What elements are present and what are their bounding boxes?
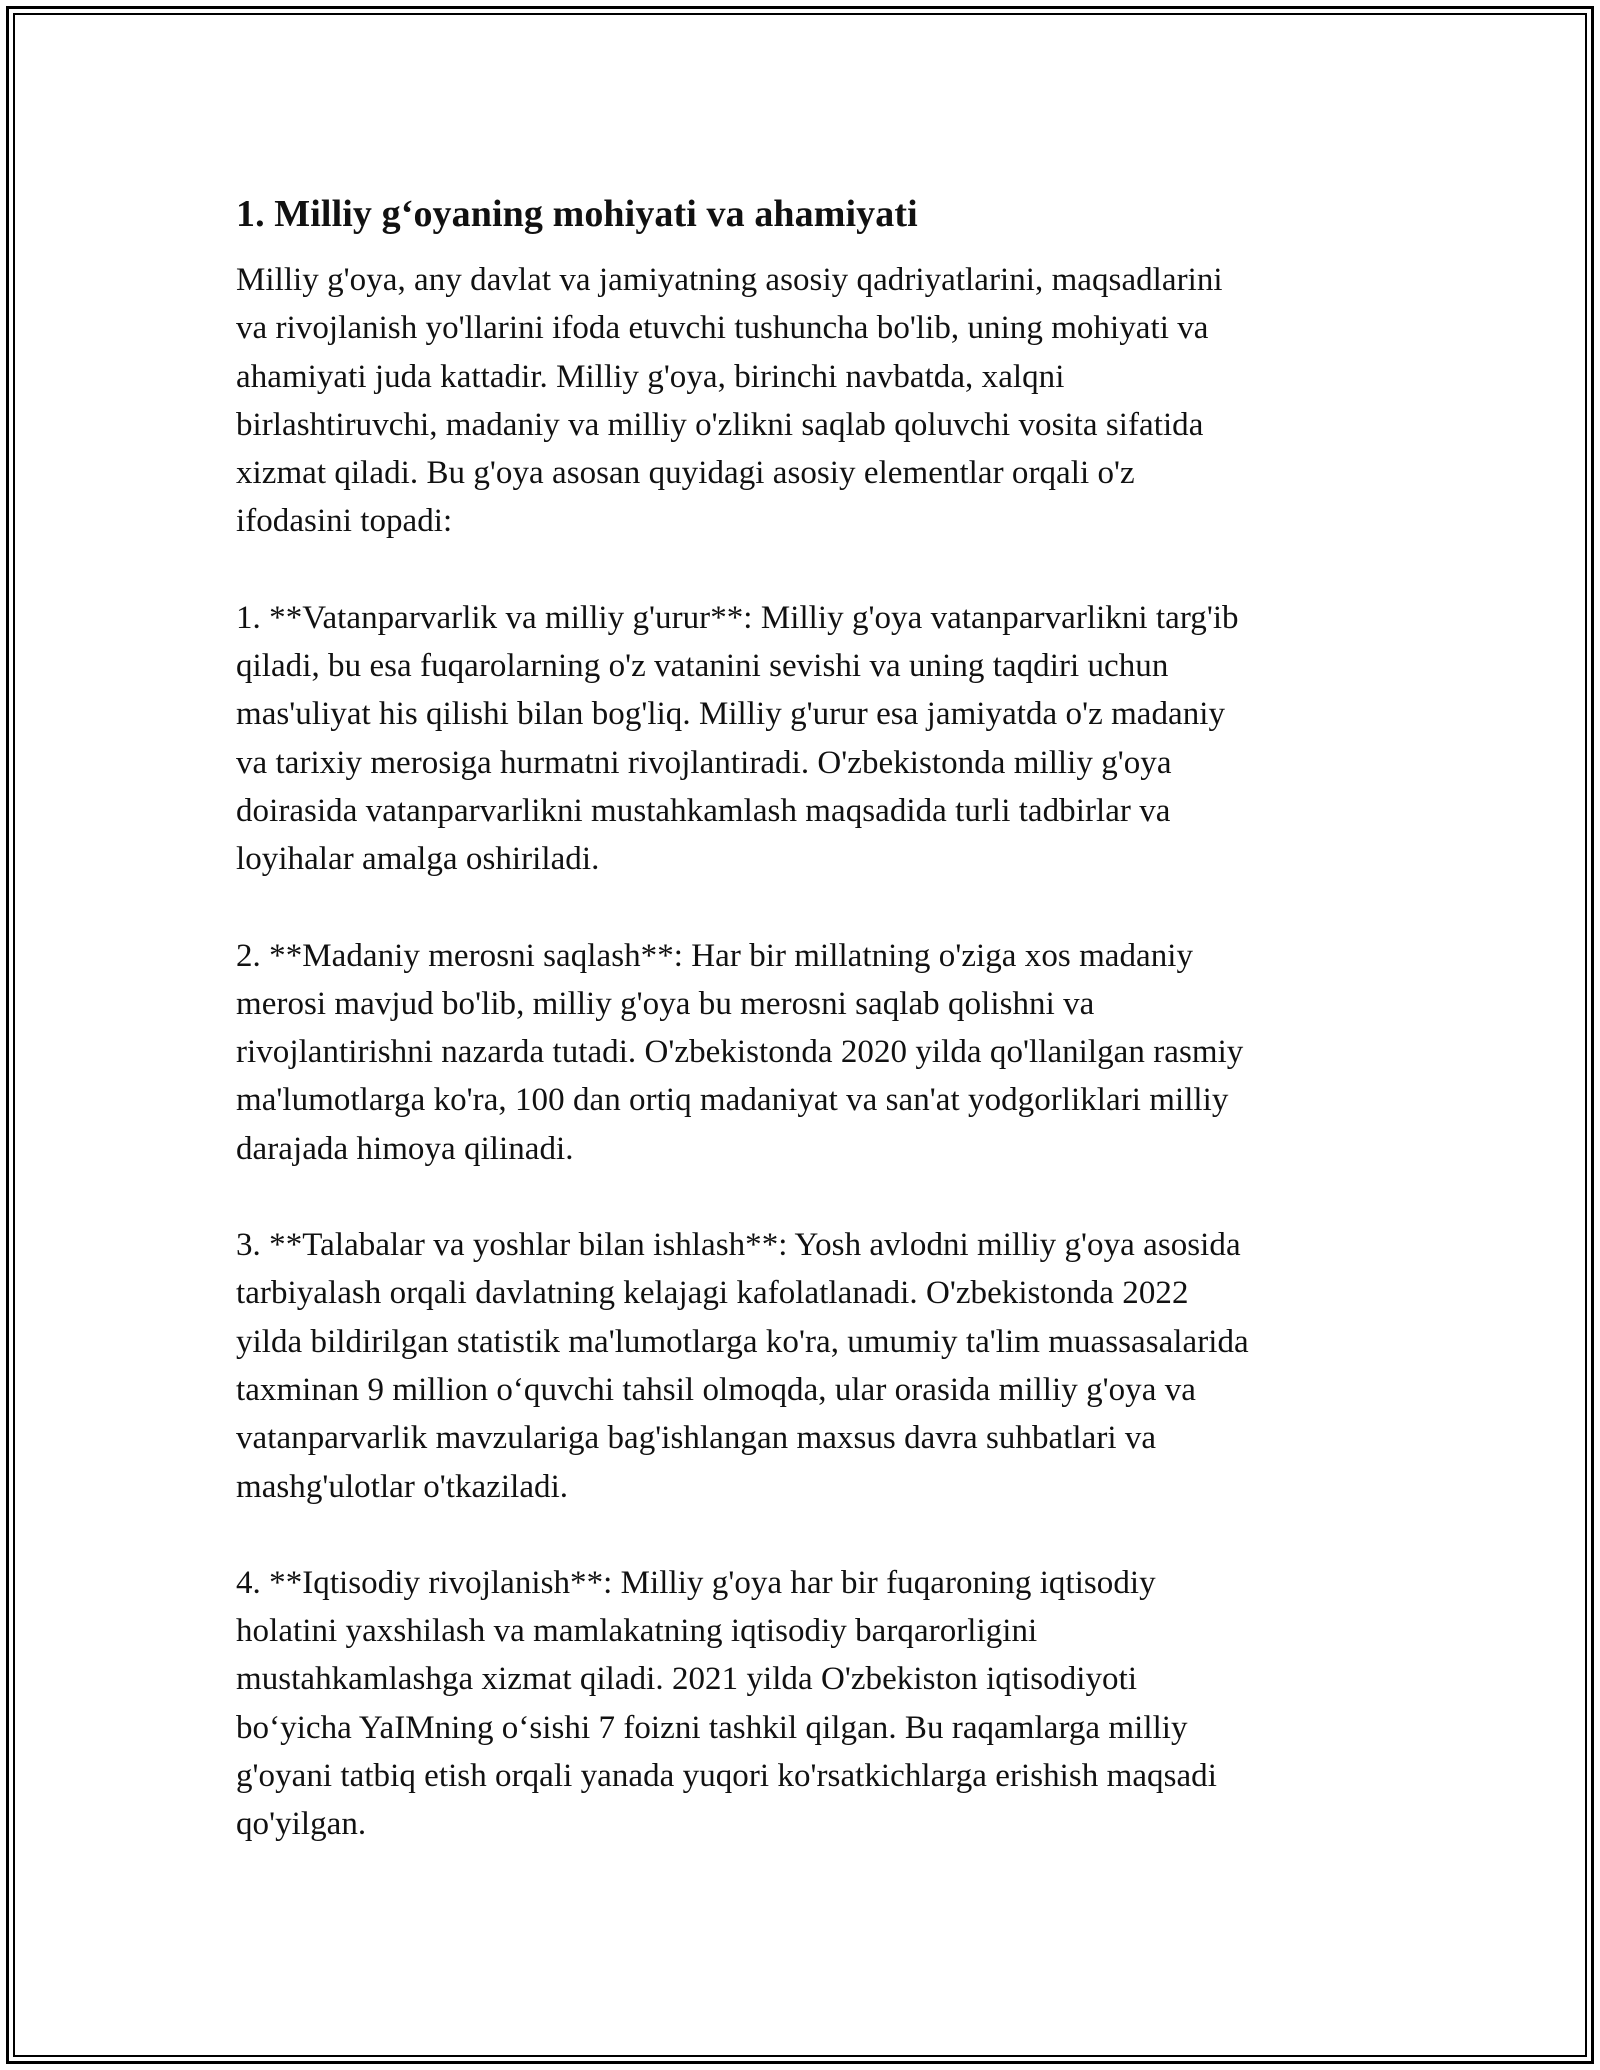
section-heading: 1. Milliy g‘oyaning mohiyati va ahamiyati: [236, 193, 918, 235]
text-line: birlashtiruvchi, madaniy va milliy o'zlikni saqlab qoluvchi vosita sifatida: [236, 406, 1204, 443]
text-line: mas'uliyat his qilishi bilan bog'liq. Milliy g'urur esa jamiyatda o'z madaniy: [236, 696, 1226, 733]
section-content: [236, 256, 1376, 1849]
text-line: va rivojlanish yo'llarini ifoda etuvchi tushuncha bo'lib, uning mohiyati va: [236, 310, 1209, 347]
text-line: darajada himoya qilinadi.: [236, 1130, 574, 1167]
text-line: 2. **Madaniy merosni saqlash**: Har bir millatning o'ziga xos madaniy: [236, 937, 1194, 974]
text-line: ahamiyati juda kattadir. Milliy g'oya, birinchi navbatda, xalqni: [236, 358, 1065, 395]
text-line: taxminan 9 million o‘quvchi tahsil olmoqda, ular orasida milliy g'oya va: [236, 1371, 1196, 1408]
text-line: qiladi, bu esa fuqarolarning o'z vatanini sevishi va uning taqdiri uchun: [236, 648, 1169, 685]
text-line: mashg'ulotlar o'tkaziladi.: [236, 1468, 569, 1505]
text-line: yilda bildirilgan statistik ma'lumotlarga ko'ra, umumiy ta'lim muassasalarida: [236, 1323, 1249, 1360]
text-line: mustahkamlashga xizmat qiladi. 2021 yilda O'zbekiston iqtisodiyoti: [236, 1661, 1138, 1698]
list-item-yoshlar: [236, 1221, 1376, 1511]
text-line: merosi mavjud bo'lib, milliy g'oya bu merosni saqlab qolishni va: [236, 985, 1095, 1022]
text-line: 3. **Talabalar va yoshlar bilan ishlash**: Yosh avlodni milliy g'oya asosida: [236, 1227, 1241, 1264]
document-body: [236, 190, 1376, 1897]
text-line: Milliy g'oya, any davlat va jamiyatning asosiy qadriyatlarini, maqsadlarini: [236, 262, 1223, 298]
list-item-madaniy-meros: [236, 932, 1376, 1173]
text-line: qo'yilgan.: [236, 1806, 367, 1843]
text-line: rivojlantirishni nazarda tutadi. O'zbekistonda 2020 yilda qo'llanilgan rasmiy: [236, 1034, 1244, 1071]
text-line: 4. **Iqtisodiy rivojlanish**: Milliy g'oya har bir fuqaroning iqtisodiy: [236, 1564, 1156, 1601]
list-item-iqtisodiy: [236, 1559, 1376, 1849]
text-line: vatanparvarlik mavzulariga bag'ishlangan maxsus davra suhbatlari va: [236, 1420, 1157, 1457]
text-line: doirasida vatanparvarlikni mustahkamlash maqsadida turli tadbirlar va: [236, 792, 1171, 829]
text-line: va tarixiy merosiga hurmatni rivojlantiradi. O'zbekistonda milliy g'oya: [236, 744, 1172, 781]
text-line: bo‘yicha YaIMning o‘sishi 7 foizni tashkil qilgan. Bu raqamlarga milliy: [236, 1709, 1188, 1746]
text-line: loyihalar amalga oshiriladi.: [236, 841, 600, 878]
text-line: ifodasini topadi:: [236, 503, 453, 540]
text-line: 1. **Vatanparvarlik va milliy g'urur**: Milliy g'oya vatanparvarlikni targ'ib: [236, 599, 1239, 636]
text-line: holatini yaxshilash va mamlakatning iqtisodiy barqarorligini: [236, 1613, 1038, 1650]
text-line: g'oyani tatbiq etish orqali yanada yuqori ko'rsatkichlarga erishish maqsadi: [236, 1758, 1217, 1795]
intro-paragraph: [236, 256, 1376, 546]
list-item-vatanparvarlik: [236, 594, 1376, 884]
text-line: tarbiyalash orqali davlatning kelajagi kafolatlanadi. O'zbekistonda 2022: [236, 1275, 1189, 1312]
text-line: xizmat qiladi. Bu g'oya asosan quyidagi asosiy elementlar orqali o'z: [236, 455, 1135, 492]
text-line: ma'lumotlarga ko'ra, 100 dan ortiq madaniyat va san'at yodgorliklari milliy: [236, 1082, 1229, 1119]
